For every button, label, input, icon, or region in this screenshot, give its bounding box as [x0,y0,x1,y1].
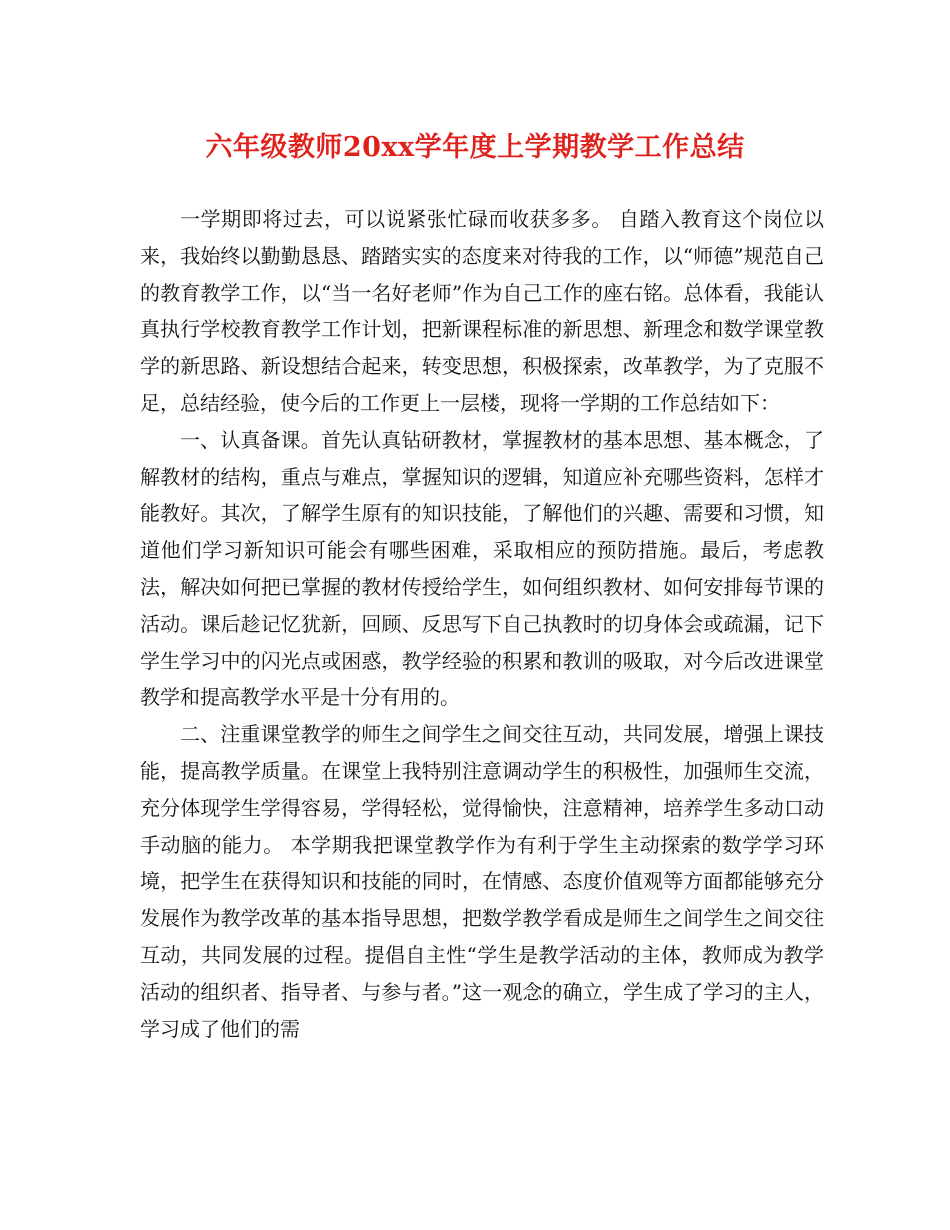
paragraph-classroom-teaching: 二、注重课堂教学的师生之间学生之间交往互动，共同发展，增强上课技能，提高教学质量。在课堂上我特别注意调动学生的积极性，加强师生交流，充分体现学生学得容易，学得轻松，觉得愉快，注意精神，培养学生多动口动手动脑的能力。 本学期我把课堂教学作为有利于学生主动探索的数学学习环境，把学生在获得知识和技能的同时，在情感、态度价值观等方面都能够充分发展作为教学改革的基本指导思想，把数学教学看成是师生之间学生之间交往互动，共同发展的过程。提倡自主性“学生是教学活动的主体，教师成为教学活动的组织者、指导者、与参与者。”这一观念的确立，学生成了学习的主人，学习成了他们的需 [140,722,824,1041]
paragraph-lesson-preparation: 一、认真备课。首先认真钻研教材，掌握教材的基本思想、基本概念，了解教材的结构，重点与难点，掌握知识的逻辑，知道应补充哪些资料，怎样才能教好。其次，了解学生原有的知识技能，了解他们的兴趣、需要和习惯，知道他们学习新知识可能会有哪些困难，采取相应的预防措施。最后，考虑教法，解决如何把已掌握的教材传授给学生，如何组织教材、如何安排每节课的活动。课后趁记忆犹新，回顾、反思写下自己执教时的切身体会或疏漏，记下学生学习中的闪光点或困惑，教学经验的积累和教训的吸取，对今后改进课堂教学和提高教学水平是十分有用的。 [140,427,824,710]
document-title: 六年级教师20xx学年度上学期教学工作总结 [205,132,745,163]
paragraph-intro: 一学期即将过去，可以说紧张忙碌而收获多多。 自踏入教育这个岗位以来，我始终以勤勤恳恳、踏踏实实的态度来对待我的工作，以“师德”规范自己的教育教学工作，以“当一名好老师”作为自己工作的座右铭。总体看，我能认真执行学校教育教学工作计划，把新课程标准的新思想、新理念和数学课堂教学的新思路、新设想结合起来，转变思想，积极探索，改革教学，为了克服不足，总结经验，使今后的工作更上一层楼，现将一学期的工作总结如下： [140,207,824,415]
document-body [140,201,824,1047]
